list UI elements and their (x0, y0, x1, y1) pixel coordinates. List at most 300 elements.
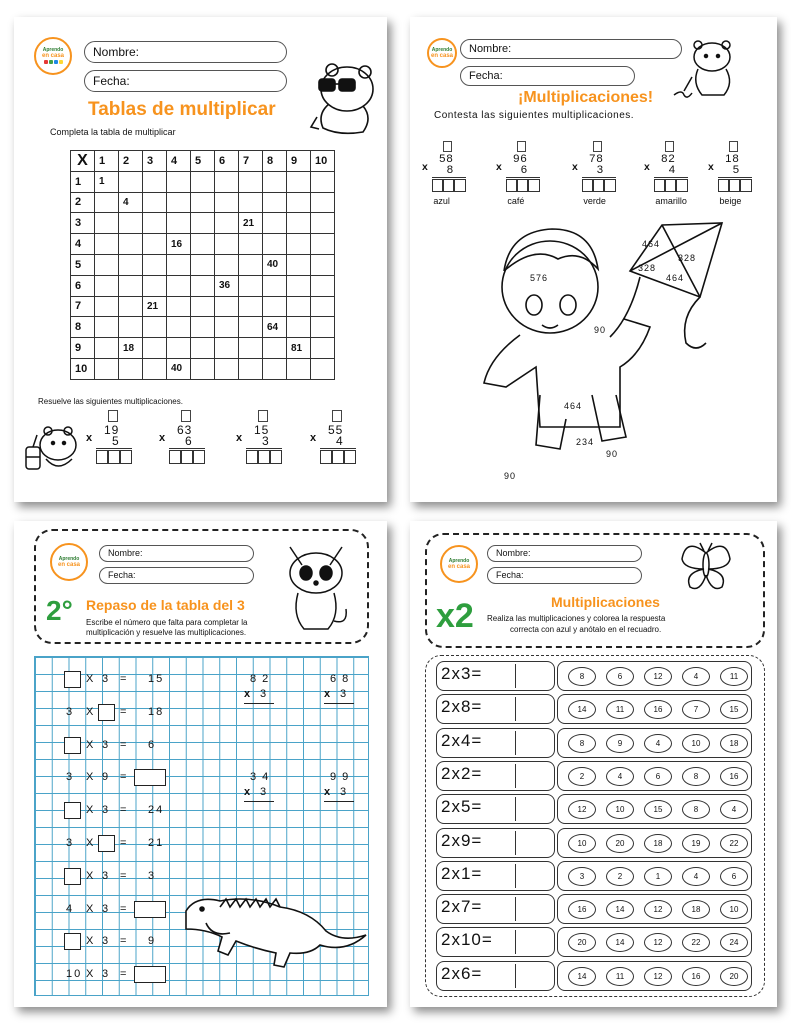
picture-number: 328 (638, 263, 657, 273)
answer-option[interactable]: 4 (682, 667, 710, 686)
answer-option[interactable]: 14 (606, 900, 634, 919)
answer-digit-box[interactable] (443, 179, 454, 192)
top-number: 96 (513, 153, 528, 166)
answer-option[interactable]: 20 (720, 967, 748, 986)
missing-factor-box[interactable] (98, 835, 115, 852)
missing-factor-box[interactable] (64, 802, 81, 819)
table-cell[interactable] (263, 275, 287, 296)
answer-option[interactable]: 16 (568, 900, 596, 919)
answer-option[interactable]: 11 (720, 667, 748, 686)
answer-boxes (582, 179, 616, 192)
table-cell[interactable]: 21 (143, 296, 167, 317)
answer-option[interactable]: 16 (682, 967, 710, 986)
table-cell[interactable] (311, 234, 335, 255)
answer-box[interactable] (515, 864, 553, 888)
answer-digit-box[interactable] (96, 450, 108, 464)
table-cell[interactable] (95, 234, 119, 255)
table-cell[interactable] (191, 192, 215, 213)
table-cell[interactable] (239, 275, 263, 296)
table-cell[interactable] (191, 171, 215, 192)
answer-option[interactable]: 11 (606, 967, 634, 986)
table-cell[interactable] (239, 296, 263, 317)
result-line (320, 448, 356, 449)
table-cell[interactable] (215, 234, 239, 255)
name-field[interactable]: Nombre: (487, 545, 642, 562)
answer-option[interactable]: 4 (644, 734, 672, 753)
name-field[interactable]: Nombre: (460, 39, 682, 59)
equation-row (436, 927, 555, 957)
result-box[interactable] (134, 966, 166, 983)
result-line (244, 801, 274, 802)
answer-digit-box[interactable] (506, 179, 517, 192)
answer-box[interactable] (515, 964, 553, 988)
picture-number: 234 (576, 437, 595, 447)
table-cell[interactable] (287, 275, 311, 296)
date-field[interactable]: Fecha: (99, 567, 254, 584)
answer-box[interactable] (515, 764, 553, 788)
answer-option[interactable]: 4 (720, 800, 748, 819)
picture-number: 90 (504, 471, 517, 481)
answer-digit-box[interactable] (193, 450, 205, 464)
answer-option[interactable]: 16 (720, 767, 748, 786)
answer-digit-box[interactable] (320, 450, 332, 464)
missing-factor-box[interactable] (98, 704, 115, 721)
answer-digit-box[interactable] (528, 179, 539, 192)
operator: X (86, 968, 96, 981)
missing-factor-box[interactable] (64, 868, 81, 885)
table-cell[interactable] (263, 171, 287, 192)
result: 24 (148, 804, 165, 817)
table-cell[interactable]: 4 (119, 192, 143, 213)
top-number: 58 (439, 153, 454, 166)
equation-row (436, 861, 555, 891)
answer-option[interactable]: 8 (682, 800, 710, 819)
answer-option[interactable]: 14 (606, 933, 634, 952)
factor-a: 3 (66, 771, 75, 784)
equals-sign: = (120, 935, 129, 948)
table-cell[interactable] (263, 338, 287, 359)
answer-option[interactable]: 6 (606, 667, 634, 686)
answer-digit-box[interactable] (332, 450, 344, 464)
table-cell[interactable] (311, 171, 335, 192)
table-cell[interactable] (287, 192, 311, 213)
table-cell[interactable] (311, 213, 335, 234)
answer-boxes (246, 450, 282, 464)
table-cell[interactable] (311, 317, 335, 338)
table-cell[interactable] (191, 275, 215, 296)
answer-digit-box[interactable] (665, 179, 676, 192)
factor-b: 3 (102, 935, 111, 948)
table-cell[interactable] (119, 171, 143, 192)
equals-sign: = (120, 738, 129, 751)
answer-option[interactable]: 10 (682, 734, 710, 753)
operator: X (86, 738, 96, 751)
table-cell[interactable] (167, 338, 191, 359)
table-cell[interactable] (311, 254, 335, 275)
table-cell[interactable] (191, 317, 215, 338)
table-cell[interactable] (239, 338, 263, 359)
answer-digit-box[interactable] (718, 179, 729, 192)
answer-option[interactable]: 22 (682, 933, 710, 952)
operator: x (86, 432, 94, 444)
table-cell[interactable] (239, 192, 263, 213)
table-cell[interactable]: 21 (239, 213, 263, 234)
table-cell[interactable] (263, 213, 287, 234)
answer-box[interactable] (515, 731, 553, 755)
answer-option[interactable]: 12 (568, 800, 596, 819)
table-cell[interactable] (263, 192, 287, 213)
vertical-multiplication (324, 673, 360, 707)
table-cell[interactable] (167, 296, 191, 317)
top-number: 15 (254, 423, 270, 437)
table-cell[interactable] (215, 254, 239, 275)
table-cell[interactable] (143, 338, 167, 359)
equation-text: 2x4= (441, 730, 483, 750)
result-line (324, 801, 354, 802)
table-row (71, 234, 335, 255)
table-cell[interactable] (239, 234, 263, 255)
answer-box[interactable] (515, 697, 553, 721)
answer-digit-box[interactable] (676, 179, 687, 192)
answer-boxes (432, 179, 466, 192)
answer-option[interactable]: 2 (606, 867, 634, 886)
result: 18 (148, 705, 165, 718)
operator: X (86, 902, 96, 915)
table-cell[interactable] (239, 171, 263, 192)
table-row (71, 338, 335, 359)
table-cell[interactable] (143, 213, 167, 234)
table-cell[interactable]: 36 (215, 275, 239, 296)
table-cell[interactable]: 40 (167, 358, 191, 379)
page-title: ¡Multiplicaciones! (518, 89, 654, 106)
table-cell[interactable]: 18 (119, 338, 143, 359)
table-cell[interactable]: 16 (167, 234, 191, 255)
table-cell[interactable] (311, 338, 335, 359)
answer-option[interactable]: 12 (644, 933, 672, 952)
answer-digit-box[interactable] (729, 179, 740, 192)
table-cell[interactable] (119, 254, 143, 275)
carry-box[interactable] (443, 141, 453, 152)
table-cell[interactable] (143, 234, 167, 255)
answer-option[interactable]: 10 (606, 800, 634, 819)
answer-box[interactable] (515, 831, 553, 855)
factor-b: 3 (102, 968, 111, 981)
answer-digit-box[interactable] (517, 179, 528, 192)
table-cell[interactable] (239, 358, 263, 379)
table-corner: X (71, 151, 95, 172)
answer-digit-box[interactable] (169, 450, 181, 464)
table-row-header: 5 (71, 254, 95, 275)
table-cell[interactable] (215, 296, 239, 317)
equation-row (64, 868, 184, 886)
table-cell[interactable] (287, 234, 311, 255)
factor-b: 9 (102, 771, 111, 784)
table-cell[interactable] (239, 254, 263, 275)
table-cell[interactable] (119, 296, 143, 317)
equation-row (436, 961, 555, 991)
equation-row (436, 694, 555, 724)
answer-option[interactable]: 15 (720, 700, 748, 719)
answer-box[interactable] (515, 797, 553, 821)
table-cell[interactable] (95, 213, 119, 234)
name-field[interactable]: Nombre: (99, 545, 254, 562)
table-cell[interactable] (263, 234, 287, 255)
answer-digit-box[interactable] (454, 179, 465, 192)
answer-option[interactable]: 11 (606, 700, 634, 719)
answer-digit-box[interactable] (270, 450, 282, 464)
top-number: 78 (589, 153, 604, 166)
operator: x (708, 161, 715, 173)
answer-digit-box[interactable] (258, 450, 270, 464)
instruction-line-2: correcta con azul y anótalo en el recuadro. (510, 625, 662, 634)
answer-option[interactable]: 1 (644, 867, 672, 886)
result-box[interactable] (134, 901, 166, 918)
table-cell[interactable] (119, 275, 143, 296)
answer-option[interactable]: 8 (682, 767, 710, 786)
aprendo-logo: Aprendo en casa (427, 38, 457, 68)
table-cell[interactable] (191, 213, 215, 234)
equals-sign: = (120, 869, 129, 882)
table-cell[interactable] (167, 192, 191, 213)
color-label: azul (433, 196, 450, 207)
missing-factor-box[interactable] (64, 933, 81, 950)
carry-box[interactable] (108, 410, 118, 422)
table-header-cell: 4 (167, 151, 191, 172)
vertical-multiplication (644, 141, 692, 208)
table-cell[interactable] (143, 275, 167, 296)
table-cell[interactable] (311, 192, 335, 213)
table-cell[interactable] (95, 358, 119, 379)
carry-box[interactable] (332, 410, 342, 422)
result: 15 (148, 673, 165, 685)
answer-box[interactable] (515, 930, 553, 954)
table-cell[interactable] (95, 296, 119, 317)
table-cell[interactable] (119, 213, 143, 234)
answer-option[interactable]: 20 (606, 834, 634, 853)
table-cell[interactable] (311, 275, 335, 296)
carry-box[interactable] (593, 141, 603, 152)
factor-b: 3 (102, 869, 111, 882)
result-line (169, 448, 205, 449)
answer-box[interactable] (515, 664, 553, 688)
answer-digit-box[interactable] (181, 450, 193, 464)
answer-digit-box[interactable] (432, 179, 443, 192)
table-cell[interactable] (143, 171, 167, 192)
carry-box[interactable] (181, 410, 191, 422)
table-cell[interactable] (167, 275, 191, 296)
picture-number: 328 (678, 253, 697, 263)
vertical-multiplication (496, 141, 544, 208)
operator: x (244, 688, 253, 700)
answer-option[interactable]: 4 (682, 867, 710, 886)
answer-option[interactable]: 12 (644, 667, 672, 686)
table-cell[interactable]: 1 (95, 171, 119, 192)
operator: x (159, 432, 167, 444)
answer-digit-box[interactable] (108, 450, 120, 464)
table-cell[interactable] (95, 275, 119, 296)
equals-sign: = (120, 804, 129, 817)
table-cell[interactable] (215, 317, 239, 338)
answer-option[interactable]: 6 (644, 767, 672, 786)
equation-row (436, 728, 555, 758)
carry-box[interactable] (729, 141, 739, 152)
table-row-header: 8 (71, 317, 95, 338)
answer-option[interactable]: 24 (720, 933, 748, 952)
answer-boxes (96, 450, 132, 464)
table-cell[interactable] (167, 254, 191, 275)
butterfly-illustration (678, 539, 734, 593)
table-cell[interactable] (287, 358, 311, 379)
table-cell[interactable] (167, 317, 191, 338)
table-cell[interactable] (287, 254, 311, 275)
answer-option[interactable]: 16 (644, 700, 672, 719)
answer-option[interactable]: 12 (644, 967, 672, 986)
table-cell[interactable] (239, 317, 263, 338)
table-cell[interactable] (191, 296, 215, 317)
answer-digit-box[interactable] (593, 179, 604, 192)
equation-text: 2x10= (441, 930, 493, 950)
equation-text: 2x3= (441, 664, 483, 683)
boy-kite-illustration (470, 217, 750, 487)
table-cell[interactable] (143, 317, 167, 338)
vertical-multiplication (244, 771, 280, 805)
operator: x (310, 432, 318, 444)
table-cell[interactable] (119, 234, 143, 255)
answer-option[interactable]: 4 (606, 767, 634, 786)
name-field[interactable]: Nombre: (84, 41, 287, 63)
answer-box[interactable] (515, 897, 553, 921)
result-line (246, 448, 282, 449)
table-header-cell: 8 (263, 151, 287, 172)
factor-a: 3 (66, 705, 75, 718)
table-cell[interactable] (215, 213, 239, 234)
table-cell[interactable] (143, 254, 167, 275)
table-cell[interactable] (287, 317, 311, 338)
worksheet-tablas (14, 17, 387, 502)
answer-boxes (169, 450, 205, 464)
bottom-number: 8 (446, 163, 455, 176)
table-cell[interactable] (143, 192, 167, 213)
carry-box[interactable] (517, 141, 527, 152)
answer-digit-box[interactable] (654, 179, 665, 192)
date-field[interactable]: Fecha: (487, 567, 642, 584)
answer-option[interactable]: 20 (568, 933, 596, 952)
table-cell[interactable] (95, 317, 119, 338)
table-cell[interactable] (95, 338, 119, 359)
answer-option[interactable]: 10 (720, 900, 748, 919)
date-field[interactable]: Fecha: (460, 66, 635, 86)
answer-option[interactable]: 19 (682, 834, 710, 853)
page-title: Tablas de multiplicar (88, 99, 276, 120)
table-cell[interactable] (119, 317, 143, 338)
result-box[interactable] (134, 769, 166, 786)
table-row (71, 254, 335, 275)
top-number: 55 (328, 423, 344, 437)
answer-option[interactable]: 18 (644, 834, 672, 853)
table-cell[interactable] (143, 358, 167, 379)
table-cell[interactable] (191, 234, 215, 255)
table-row-header: 10 (71, 358, 95, 379)
top-number: 82 (661, 153, 676, 166)
answer-option[interactable]: 8 (568, 667, 596, 686)
answer-option[interactable]: 9 (606, 734, 634, 753)
answer-option[interactable]: 14 (568, 700, 596, 719)
table-cell[interactable] (191, 358, 215, 379)
table-cell[interactable] (287, 213, 311, 234)
table-cell[interactable] (191, 338, 215, 359)
answer-option[interactable]: 6 (720, 867, 748, 886)
vertical-multiplication (310, 410, 360, 480)
answer-option[interactable]: 8 (568, 734, 596, 753)
equation-text: 2x9= (441, 830, 483, 850)
sub-instruction: Resuelve las siguientes multiplicaciones. (38, 397, 183, 406)
table-cell[interactable] (263, 358, 287, 379)
answer-digit-box[interactable] (582, 179, 593, 192)
date-field[interactable]: Fecha: (84, 70, 287, 92)
table-cell[interactable] (119, 358, 143, 379)
carry-box[interactable] (665, 141, 675, 152)
table-cell[interactable]: 40 (263, 254, 287, 275)
missing-factor-box[interactable] (64, 737, 81, 754)
table-cell[interactable]: 64 (263, 317, 287, 338)
picture-number: 464 (564, 401, 583, 411)
table-cell[interactable] (191, 254, 215, 275)
answer-option[interactable]: 2 (568, 767, 596, 786)
bear-sunglasses-illustration (297, 59, 379, 139)
table-cell[interactable] (287, 171, 311, 192)
answer-option[interactable]: 10 (568, 834, 596, 853)
table-cell[interactable] (311, 358, 335, 379)
factor-a: 3 (66, 837, 75, 849)
table-cell[interactable]: 81 (287, 338, 311, 359)
answer-option[interactable]: 18 (720, 734, 748, 753)
table-cell[interactable] (287, 296, 311, 317)
answer-option[interactable]: 15 (644, 800, 672, 819)
table-cell[interactable] (167, 213, 191, 234)
answer-option[interactable]: 18 (682, 900, 710, 919)
bottom-number: 3 (262, 434, 270, 448)
table-cell[interactable] (263, 296, 287, 317)
table-cell[interactable] (311, 296, 335, 317)
bottom-number: 5 (112, 434, 120, 448)
table-cell[interactable] (215, 338, 239, 359)
answer-option[interactable]: 22 (720, 834, 748, 853)
answer-digit-box[interactable] (604, 179, 615, 192)
missing-factor-box[interactable] (64, 671, 81, 688)
table-cell[interactable] (167, 171, 191, 192)
answer-option[interactable]: 12 (644, 900, 672, 919)
bottom-number: 3 (260, 786, 269, 798)
table-cell[interactable] (95, 254, 119, 275)
answer-option[interactable]: 3 (568, 867, 596, 886)
answer-option[interactable]: 7 (682, 700, 710, 719)
table-cell[interactable] (215, 192, 239, 213)
carry-box[interactable] (258, 410, 268, 422)
answer-option[interactable]: 14 (568, 967, 596, 986)
table-row-header: 4 (71, 234, 95, 255)
table-badge: x2 (436, 597, 474, 635)
table-cell[interactable] (215, 358, 239, 379)
table-cell[interactable] (95, 192, 119, 213)
table-cell[interactable] (215, 171, 239, 192)
answer-digit-box[interactable] (740, 179, 751, 192)
picture-number: 576 (530, 273, 549, 283)
answer-digit-box[interactable] (344, 450, 356, 464)
grade-label: 2° (46, 595, 73, 626)
result: 3 (148, 869, 157, 882)
answer-digit-box[interactable] (246, 450, 258, 464)
answer-digit-box[interactable] (120, 450, 132, 464)
